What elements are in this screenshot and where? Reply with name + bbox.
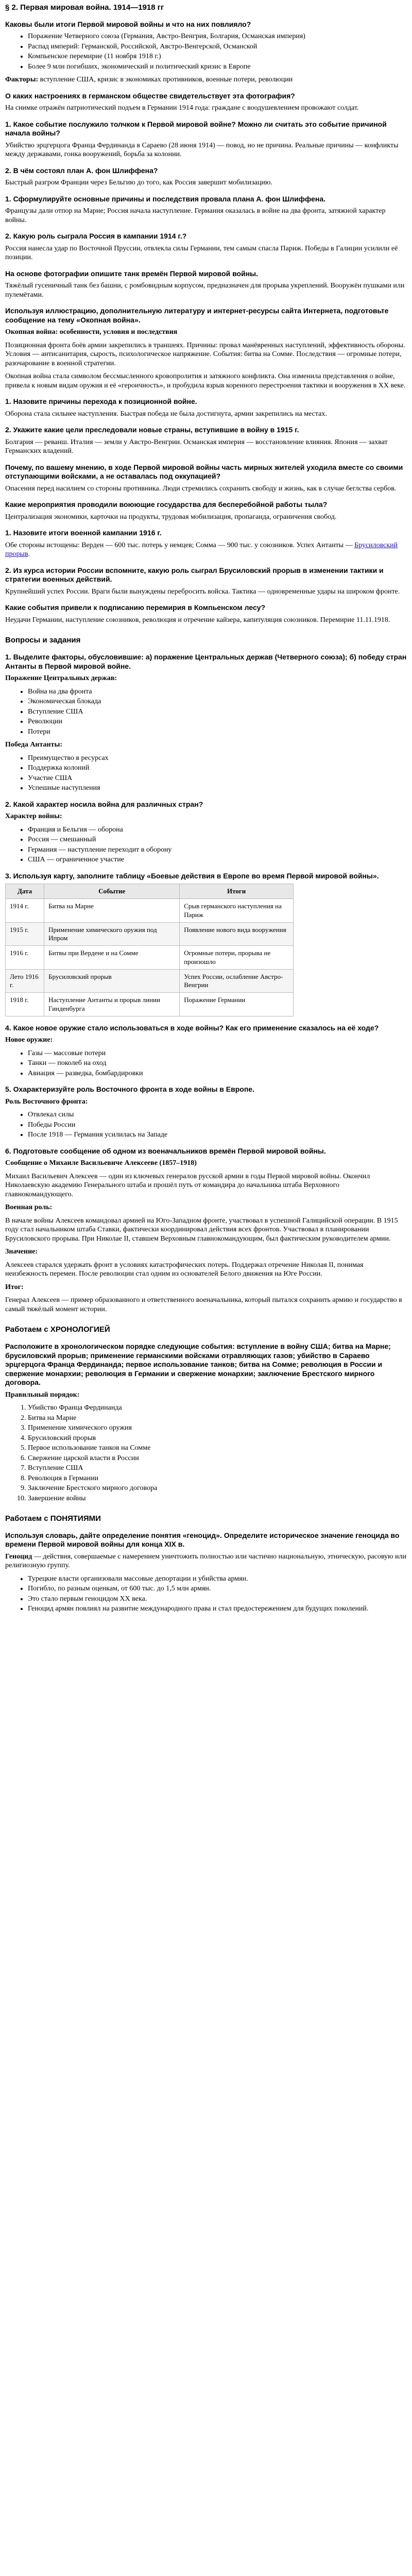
list-label: Характер войны: [5, 812, 62, 820]
question-heading: 4. Какое новое оружие стало использоваться в ходе войны? Как его применение сказалось на её ходе? [5, 1023, 379, 1032]
list-item: • Отвлекал силы [28, 1110, 407, 1120]
bullet-list [5, 1110, 407, 1140]
answer-paragraph: Тяжёлый гусеничный танк без башни, с ромбовидным корпусом, предназначен для прорыва укреплений. Вооружён пушками или пулемётами. [5, 282, 405, 299]
answer-paragraph: Убийство эрцгерцога Франца Фердинанда в Сараево (28 июня 1914) — повод, но не причина. Реальные причины — конфликты между державами, гонка вооружений, борьба за колонии. [5, 141, 399, 159]
answer-paragraph: Централизация экономики, карточки на продукты, трудовая мобилизация, пропаганда, ограничения свобод. [5, 513, 337, 521]
list-item: • Преимущество в ресурсах [28, 754, 407, 763]
list-item: • Франция и Бельгия — оборона [28, 825, 407, 835]
table-cell: Появление нового вида вооружения [180, 922, 294, 946]
question-heading: О каких настроениях в германском обществе свидетельствует эта фотография? [5, 91, 295, 100]
answer-paragraph: Алексеев старался удержать фронт в условиях катастрофических потерь. Поддержал отречение Николая II, понимая неизбежность перемен. После революции стал одним из основателей Белого движения на Юге России. [5, 1261, 364, 1278]
answer-text-end: . [28, 550, 30, 558]
table-header: Дата [6, 884, 44, 899]
list-item: 2. Битва на Марне [28, 1414, 407, 1423]
question-heading: 1. Сформулируйте основные причины и последствия провала плана А. фон Шлиффена. [5, 194, 326, 203]
answer-paragraph [5, 75, 407, 84]
answer-paragraph: Опасения перед насилием со стороны противника. Люди стремились сохранить свободу и жизнь, как в случае беглства сербов. [5, 484, 397, 493]
table-cell: Наступление Антанты и прорыв линии Гинденбурга [44, 993, 180, 1016]
list-item: 8. Революция в Германии [28, 1474, 407, 1483]
list-item: 1. Убийство Франца Фердинанда [28, 1403, 407, 1413]
table-row [6, 899, 294, 923]
table-cell: Брусиловский прорыв [44, 969, 180, 993]
bullet-list [5, 32, 407, 71]
question-heading: 3. Используя карту, заполните таблицу «Боевые действия в Европе во время Первой мировой войны». [5, 871, 379, 880]
list-item: • Поддержка колоний [28, 764, 407, 773]
ordered-list [5, 1403, 407, 1503]
list-label: Новое оружие: [5, 1036, 53, 1044]
table-row [6, 922, 294, 946]
brusilov-link[interactable]: Брусиловский прорыв [5, 541, 398, 558]
section-heading-concepts: Работаем с ПОНЯТИЯМИ [5, 1514, 101, 1523]
list-label: Поражение Центральных держав: [5, 674, 117, 682]
table-cell: Битва на Марне [44, 899, 180, 923]
answer-paragraph: Окопная война стала символом бессмысленного кровопролития и затяжного конфликта. Она изменила представления о войне, привела к новым видам оружия и её «героичность», и пробудила взрыв коренного перестроения тактики и вооружения в XX веке. [5, 372, 406, 389]
question-heading: 2. В чём состоял план А. фон Шлиффена? [5, 166, 158, 175]
table-cell: Огромные потери, прорыва не произошло [180, 946, 294, 970]
question-heading: Используя словарь, дайте определение понятия «геноцид». Определите историческое значение геноцида во времени Первой мировой войны для конца XIX в. [5, 1531, 400, 1549]
subheading: Значение: [5, 1248, 38, 1256]
list-item: • Успешные наступления [28, 784, 407, 793]
list-item: • США — ограниченное участие [28, 855, 407, 865]
list-item: • Победы России [28, 1121, 407, 1130]
battles-table [5, 884, 294, 1016]
answer-paragraph: Французы дали отпор на Марне; Россия начала наступление. Германия оказалась в войне на два фронта, затяжной характер войны. [5, 207, 386, 224]
answer-paragraph: Быстрый разгром Франции через Бельгию до того, как Россия завершит мобилизацию. [5, 179, 272, 187]
table-cell: Срыв германского наступления на Париж [180, 899, 294, 923]
section-heading-questions: Вопросы и задания [5, 636, 81, 645]
list-label: Роль Восточного фронта: [5, 1097, 88, 1106]
table-cell: Успех России, ослабление Австро-Венгрии [180, 969, 294, 993]
list-item: • Погибло, по разным оценкам, от 600 тыс. до 1,5 млн армян. [28, 1584, 407, 1594]
answer-paragraph: Позиционная фронта боёв армии закрепились в траншеях. Причины: провал манёвренных наступлений, эффективность обороны. Условия — антисанитария, сырость, психологическое напряжение. События: битва на Сомме. Последствия — огромные потери, разочарование в военной стратегии. [5, 341, 405, 367]
answer-paragraph: Россия нанесла удар по Восточной Пруссии, отвлекла силы Германии, тем самым спасла Париж. Победы в Галиции усилили её позиции. [5, 244, 398, 262]
question-heading: Какие события привели к подписанию перемирия в Компьенском лесу? [5, 603, 266, 612]
list-item: • Распад империй: Германской, Российской, Австро-Венгерской, Османской [28, 42, 407, 52]
bullet-list [5, 1574, 407, 1614]
list-item: 6. Свержение царской власти в России [28, 1454, 407, 1463]
table-cell: Лето 1916 г. [6, 969, 44, 993]
bullet-list [5, 687, 407, 737]
table-cell: Битвы при Вердене и на Сомме [44, 946, 180, 970]
table-cell: 1915 г. [6, 922, 44, 946]
subheading: Военная роль: [5, 1204, 53, 1212]
question-heading: 1. Назовите итоги военной кампании 1916 г. [5, 529, 162, 537]
question-heading: 1. Выделите факторы, обусловившие: а) поражение Центральных держав (Четверного союза); б) победу стран Антанты в Первой мировой войне. [5, 653, 407, 670]
list-item: • Поражение Четверного союза (Германия, Австро-Венгрия, Болгария, Османская империя) [28, 32, 407, 41]
list-item: • Потери [28, 727, 407, 737]
subheading: Сообщение о Михаиле Васильевиче Алексееве (1857–1918) [5, 1159, 197, 1167]
list-item: • Геноцид армян повлиял на развитие международного права и стал предостережением для будущих поколений. [28, 1604, 407, 1614]
list-item: • Вступление США [28, 707, 407, 717]
list-item: • Танки — поколеб на оход [28, 1059, 407, 1068]
list-item: 4. Брусиловский прорыв [28, 1434, 407, 1443]
question-heading: Почему, по вашему мнению, в ходе Первой мировой войны часть мирных жителей уходила вместе со своими отступающими войсками, а не оставалась под оккупацией? [5, 463, 403, 481]
table-row [6, 969, 294, 993]
list-item: • Экономическая блокада [28, 697, 407, 706]
list-item: • После 1918 — Германия усилилась на Западе [28, 1130, 407, 1140]
question-heading: 2. Из курса истории России вспомните, какую роль сыграл Брусиловский прорыв в изменении тактики и стратегии военных действий. [5, 566, 384, 584]
list-item: 10. Завершение войны [28, 1494, 407, 1503]
bullet-list [5, 1049, 407, 1078]
answer-paragraph [5, 541, 407, 559]
table-cell: 1918 г. [6, 993, 44, 1016]
list-item: • Война на два фронта [28, 687, 407, 697]
list-item: • Германия — наступление переходит в оборону [28, 845, 407, 855]
answer-paragraph: Неудачи Германии, наступление союзников, революция и отречение кайзера, капитуляция союзников. Перемирие 11.11.1918. [5, 616, 390, 624]
answer-paragraph: В начале войны Алексеев командовал армией на Юго-Западном фронте, участвовал в успешной Галицийской операции. В 1915 году стал начальником штаба Ставки, фактически координировал действия всех фронтов. Участвовал в планировании Брусиловского прорыва. При Николае II, ставшем Верховным главнокомандующим, был фактическим руководителем армии. [5, 1216, 398, 1243]
answer-paragraph: Болгария — реванш. Италия — земли у Австро-Венгрии. Османская империя — восстановление влияния. Япония — захват Германских владений. [5, 438, 388, 455]
table-row [6, 993, 294, 1016]
factors-label: Факторы: [5, 76, 39, 84]
list-item: • Более 9 млн погибших, экономический и политический кризис в Европе [28, 62, 407, 72]
table-cell: Применение химического оружия под Ипром [44, 922, 180, 946]
question-heading: Расположите в хронологическом порядке следующие события: вступление в войну США; битва на Марне; брусиловский прорыв; применение германскими войсками отравляющих газов; убийство в Сараево эрцгерцога Франца Фердинанда; первое использование танков; битва на Сомме; революция в России и свержение монархии; революция в Германии и свержение монархии; заключение Брестского мирного договора. [5, 1342, 391, 1386]
question-heading: На основе фотографии опишите танк времён Первой мировой войны. [5, 269, 259, 278]
table-cell: 1914 г. [6, 899, 44, 923]
term-label: Геноцид [5, 1552, 32, 1561]
list-item: • Революции [28, 717, 407, 726]
list-item: • Авиация — разведка, бомбардировки [28, 1069, 407, 1078]
list-item: • Газы — массовые потери [28, 1049, 407, 1058]
answer-paragraph: Оборона стала сильнее наступления. Быстрая победа не была достигнута, армии закрепились на местах. [5, 410, 327, 418]
question-heading: Используя иллюстрацию, дополнительную литературу и интернет-ресурсы сайта Интернета, подготовьте сообщение на тему «Окопная война». [5, 307, 389, 324]
question-heading: Какие мероприятия проводили воюющие государства для бесперебойной работы тыла? [5, 500, 328, 509]
question-heading: 2. Какой характер носила война для различных стран? [5, 800, 203, 808]
question-heading: 2. Какую роль сыграла Россия в кампании 1914 г.? [5, 232, 187, 241]
question-heading: 5. Охарактеризуйте роль Восточного фронта в ходе войны в Европе. [5, 1085, 254, 1094]
subheading: Окопная война: особенности, условия и последствия [5, 328, 178, 336]
answer-paragraph: На снимке отражён патриотический подъем в Германии 1914 года: граждане с воодушевлением провожают солдат. [5, 104, 359, 112]
list-item: 9. Заключение Брестского мирного договора [28, 1484, 407, 1493]
answer-text: Обе стороны истощены: Верден — 600 тыс. потерь у немцев; Сомма — 900 тыс. у союзников. Успех Антанты — [5, 541, 355, 549]
answer-paragraph: Генерал Алексеев — пример образованного и ответственного военачальника, который пытался сохранить армию и государство в самый тяжёлый момент истории. [5, 1296, 402, 1313]
table-header: Итоги [180, 884, 294, 899]
table-cell: 1916 г. [6, 946, 44, 970]
table-header-row [6, 884, 294, 899]
term-definition: — действия, совершаемые с намерением уничтожить полностью или частично национальную, этническую, расовую или религиозную группу. [5, 1552, 406, 1570]
question-heading: 1. Какое событие послужило толчком к Первой мировой войне? Можно ли считать это событие причиной начала войны? [5, 120, 387, 138]
question-heading: 6. Подготовьте сообщение об одном из военачальников времён Первой мировой войны. [5, 1146, 326, 1155]
table-cell: Поражение Германии [180, 993, 294, 1016]
answer-paragraph: Крупнейший успех России. Враги были вынуждены перебросить войска. Тактика — одновременные удары на широком фронте. [5, 587, 400, 596]
factors-text: вступление США, кризис в экономиках противников, военные потери, революции [38, 76, 293, 84]
section-heading-chronology: Работаем с ХРОНОЛОГИЕЙ [5, 1325, 110, 1334]
list-item: • Турецкие власти организовали массовые депортации и убийства армян. [28, 1574, 407, 1584]
list-item: • Россия — смешанный [28, 835, 407, 844]
list-item: • Компьенское перемирие (11 ноября 1918 г.) [28, 52, 407, 61]
subheading: Итог: [5, 1283, 24, 1291]
list-item: 3. Применение химического оружия [28, 1423, 407, 1433]
bullet-list [5, 825, 407, 865]
page-title: § 2. Первая мировая война. 1914—1918 гг [5, 3, 164, 12]
table-row [6, 946, 294, 970]
question-heading: Каковы были итоги Первой мировой войны и что на них повлияло? [5, 20, 251, 28]
question-heading: 2. Укажите какие цели преследовали новые страны, вступившие в войну в 1915 г. [5, 426, 299, 434]
list-label: Правильный порядок: [5, 1391, 80, 1399]
list-item: • Участие США [28, 774, 407, 783]
bullet-list [5, 754, 407, 793]
question-heading: 1. Назовите причины перехода к позиционной войне. [5, 397, 197, 406]
list-item: 7. Вступление США [28, 1464, 407, 1473]
table-header: Событие [44, 884, 180, 899]
list-label: Победа Антанты: [5, 741, 63, 749]
list-item: 5. Первое использование танков на Сомме [28, 1444, 407, 1453]
list-item: • Это стало первым геноцидом XX века. [28, 1595, 407, 1604]
answer-paragraph [5, 1552, 407, 1570]
answer-paragraph: Михаил Васильевич Алексеев — один из ключевых генералов русской армии в годы Первой мировой войны. Окончил Николаевскую академию Генерального штаба и прошёл путь от командира до начальника штаба Верховного главнокомандующего. [5, 1172, 370, 1198]
